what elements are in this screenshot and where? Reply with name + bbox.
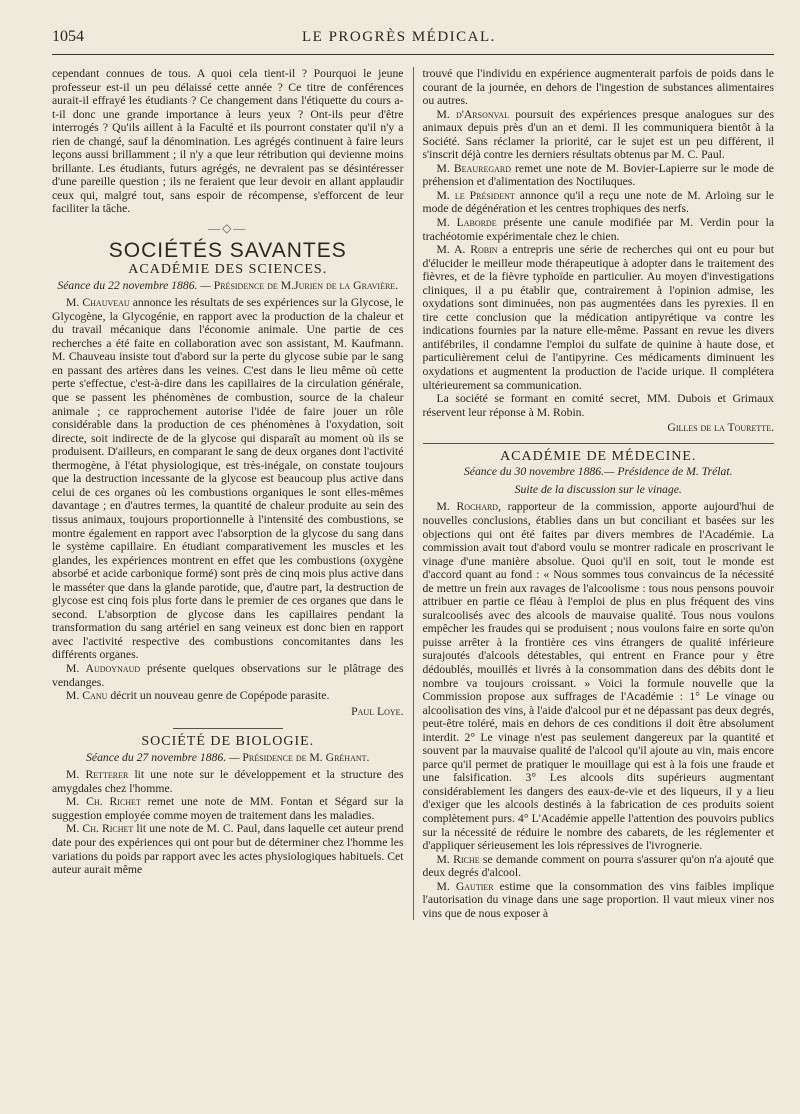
rochard-paragraph: [423, 500, 775, 852]
speaker-name: M. A. Robin: [436, 243, 498, 257]
paragraph-text: lit une note sur le développement et la structure des amygdales chez l'homme.: [52, 768, 404, 795]
paragraph-text: poursuit des expériences presque analogues sur des animaux depuis près d'un an et demi. Il les communiquera bientôt à la Société. Sans réclamer la priorité, car le sujet est un peu différent, il s'inscrit déjà contre les derniers résultats obtenus par M. C. Paul.: [422, 107, 774, 162]
beauregard-paragraph: [423, 162, 775, 189]
left-column: [52, 67, 413, 920]
paragraph-text: estime que la consommation des vins faibles implique l'autorisation du vinage dans une sage proportion. Il vaut mieux viner nos vins que de nous exposer à: [422, 879, 775, 920]
paragraph-text: se demande comment on pourra s'assurer qu'on n'a ajouté que deux degrés d'alcool.: [422, 852, 774, 880]
academie-sciences-title: ACADÉMIE DES SCIENCES.: [128, 262, 328, 278]
paragraph-text: a entrepris une série de recherches qui ont eu pour but d'élucider le meilleur mode thérapeutique à adopter dans le traitement des fièvres, et de la fièvre typhoïde en particulier. Au moyen d'investigations cliniques, il a pu établir que, contrairement à l'opinion admise, les oxydations sont diminuées, non pas augmentées dans les pyrexies. Il en tire cette conclusion que la médication antipyrétique va contre les indications fournies par la nature elle-même. Passant en revue les divers antifébriles, il condamne l'emploi du sulfate de quinine à haute dose, et particulièrement celui de l'antipyrine. Ces médicaments diminuent les oxydations et augmentent la production de l'acide urique. Il complétera ultérieurement sa communication.: [422, 243, 774, 392]
president-paragraph: [423, 189, 775, 216]
speaker-name: M. Beauregard: [436, 161, 511, 175]
gautier-paragraph: [423, 880, 775, 921]
paragraph-text: remet une note de MM. Fontan et Ségard sur la suggestion employée comme moyen de traitement dans les maladies.: [52, 795, 404, 822]
richet-paragraph-2: [52, 822, 404, 876]
speaker-name: M. Audoynaud: [66, 661, 141, 675]
seance-date: Séance du 27 novembre 1886. —: [86, 750, 240, 764]
page-header: [52, 28, 774, 55]
divider: [423, 443, 775, 444]
retterer-paragraph: [52, 768, 404, 795]
section-title: SOCIÉTÉS SAVANTES: [108, 238, 347, 262]
paragraph-text: , rapporteur de la commission, apporte aujourd'hui de nouvelles conclusions, établies dans un but conciliant et basées sur les objections qui ont été faites par divers membres de l'Académie. La commission avait tout d'abord voulu se montrer radicale en proscrivant le vinage d'une manière absolue. Quoi qu'il en soit, tout le monde est d'accord quant au fond : « Nous sommes tous convaincus de la nécessité de mettre un frein aux ravages de l'alcoolisme : tous nous pensons pouvoir attribuer en partie ce fléau à l'emploi de plus en plus fréquent des vins suralcoolisés avec des alcools de mauvaise qualité. Tous nous voulons empêcher les fraudes qui se produisent ; nous voulons faire en sorte qu'on puisse arrêter à la frontière ces vins étrangers de qualité inférieure surajoutés d'alcools détestables, qui entrent en France pour y être dédoublés, mouillés et livrés à la consommation dans des débits dont le nombre va toujours croissant. » Voici la formule nouvelle que la Commission propose aux suffrages de l'Académie : 1° Le vinage ou alcoolisation des vins, à l'aide d'alcool pur et ne dépassant pas deux degrés, peut-être toléré, mais en dehors de ces conditions il doit être absolument interdit. 2° Le vinage n'est pas seulement dangereux par la quantité et souvent par la mauvaise qualité de l'alcool qu'il ajoute au vin, mais encore parce qu'il permet de pratiquer le mouillage qui est à la fois une fraude et une falsification. 3° Les alcools dits supérieurs augmentant considérablement les dangers des eaux-de-vie et des liqueurs, il y a lieu d'exiger que les alcools destinés à la fabrication de ces produits soient complètement purs. 4° L'Académie appelle l'attention des pouvoirs publics sur la nécessité de réduire le nombre des cabarets, de les réglementer et d'appliquer sérieusement les lois répressives de l'ivrognerie.: [422, 500, 774, 853]
chauveau-paragraph: [52, 296, 404, 662]
riche-paragraph: [423, 853, 775, 880]
two-column-body: [52, 67, 774, 920]
intro-paragraph: cependant connues de tous. A quoi cela tient-il ? Pourquoi le jeune professeur est-il un peu délaissé cette année ? Ce titre de conférences aurait-il effrayé les étudiants ? Ce changement dans l'étiquette du cours a-t-il donc une grande importance à leurs yeux ? Ont-ils peur d'être interrogés ? Qu'ils aillent à la Faculté et ils pourront constater qu'il n'y a rien de changé, sauf la dénomination. Les agrégés continuent à faire leurs leçons aussi brillamment ; il n'y a que leur rétribution qui devienne moins brillante. Les étudiants, futurs agrégés, ne devraient pas se désintéresser d'une pareille question ; ils ne feraient que leur devoir en allant applaudir ceux qui, malgré tout, sans espoir de récompense, s'efforcent de leur faciliter la tâche.: [52, 67, 404, 216]
signature: Paul Loye.: [351, 704, 404, 718]
subtitle-text: Suite de la discussion sur le vinage.: [514, 482, 682, 496]
paragraph-text: présente quelques observations sur le plâtrage des vendanges.: [52, 661, 404, 689]
speaker-name: M. Canu: [66, 689, 108, 703]
ornament-divider: —◇—: [208, 221, 248, 236]
biologie-seance: [52, 751, 404, 765]
speaker-name: M. Ch. Richet: [66, 822, 134, 836]
paragraph-text: présente une canule modifiée par M. Verdin pour la trachéotomie expérimentale chez le chien.: [422, 216, 775, 243]
page-number: 1054: [52, 28, 84, 45]
comite-paragraph: La société se formant en comité secret, MM. Dubois et Grimaux réservent leur réponse à M. Robin.: [422, 392, 774, 419]
academie-sciences-seance: [52, 279, 404, 293]
speaker-name: M. le Président: [436, 188, 515, 202]
presidence: Présidence de M. Gréhant.: [242, 750, 370, 764]
paragraph-text: annonce qu'il a reçu une note de M. Arloing sur le mode de dégénération et les centres trophiques des nerfs.: [422, 188, 774, 216]
seance-date: Séance du 22 novembre 1886. —: [57, 278, 211, 292]
paragraph-text: décrit un nouveau genre de Copépode parasite.: [107, 689, 330, 703]
speaker-name: M. Gautier: [436, 879, 494, 893]
journal-title: LE PROGRÈS MÉDICAL.: [302, 29, 496, 45]
paragraph-text: lit une note de M. C. Paul, dans laquelle cet auteur prend date pour des expériences qui ont pour but de déterminer chez l'homme les variations du poids par rapport avec les actes physiologiques habituels. Cet auteur aurait même: [52, 822, 404, 877]
arsonval-paragraph: [423, 108, 775, 162]
speaker-name: M. d'Arsonval: [436, 107, 510, 121]
discussion-subtitle: [423, 483, 775, 497]
continued-paragraph: trouvé que l'individu en expérience augmenterait parfois de poids dans le courant de la journée, en dehors de l'ingestion de substances alimentaires ou autres.: [422, 67, 774, 108]
speaker-name: M. Rochard: [436, 500, 499, 514]
robin-paragraph: [423, 243, 775, 392]
speaker-name: M. Laborde: [436, 216, 497, 230]
speaker-name: M. Riche: [436, 852, 480, 866]
richet-paragraph-1: [52, 795, 404, 822]
paragraph-text: remet une note de M. Bovier-Lapierre sur le mode de préhension et d'alimentation des Noctiluques.: [422, 161, 774, 189]
academie-medecine-seance: [423, 465, 775, 479]
speaker-name: M. Ch. Richet: [66, 795, 141, 809]
seance-date: Séance du 30 novembre 1886.— Présidence de M. Trélat.: [463, 465, 733, 479]
audoynaud-paragraph: [52, 662, 404, 689]
speaker-name: M. Chauveau: [66, 296, 130, 310]
speaker-name: M. Retterer: [66, 768, 129, 782]
academie-medecine-title: ACADÉMIE DE MÉDECINE.: [500, 448, 697, 464]
biologie-title: SOCIÉTÉ DE BIOLOGIE.: [141, 734, 315, 750]
laborde-paragraph: [423, 216, 775, 243]
right-column: [413, 67, 775, 920]
presidence: Présidence de M.Jurien de la Gravière.: [213, 278, 399, 292]
paragraph-text: annonce les résultats de ses expériences sur la Glycose, le Glycogène, la Glycogénie, en rapport avec la production de la chaleur et du travail mécanique dans l'économie animale. Une partie de ces recherches a été faite en collaboration avec son assistant, M. Kaufmann. M. Chauveau insiste tout d'abord sur la perte du glycose subie par le sang en passant des artères dans les veines. C'est dans le lieu même où cette perte s'effectue, c'est-à-dire dans les capillaires de la circulation générale, que se passent les phénomènes de combustion, source de la chaleur animale ; ce rapprochement autorise l'idée de faire jouer un rôle considérable dans la production de ces phénomènes à l'oxydation, soit directe, soit indirecte de de la glycose qui disparaît au moment où ils se produisent. D'ailleurs, en comparant le sang de deux organes dont l'activité thermogène, à l'état physiologique, est très-inégale, on constate toujours que la destruction incessante de la glycose est beaucoup plus active dans celui de ces organes où les combustions organiques le sont elles-mêmes davantage ; en d'autres termes, la quantité de chaleur produite au sein des tissus animaux, toujours proportionnelle à l'intensité des combustions, se montre également en rapport avec l'absorption de la glycose du sang dans le système capillaire. En étudiant comparativement les muscles et les glandes, les expériences montrent en effet que les combustions (oxygène absorbé et acide carbonique formé) sont près de cinq mois plus active dans le masséter que dans la glande parotide, que, d'autre part, la destruction de glycose est cinq fois plus forte dans le premier de ces organes que dans le second. L'absorption de glycose dans les capillaires pendant la transformation du sang artériel en sang veineux est donc bien en rapport avec l'activité respective des combustions concomitantes dans les différents organes.: [52, 296, 404, 662]
divider: [173, 728, 283, 729]
canu-paragraph: [52, 689, 404, 703]
signature: Gilles de la Tourette.: [667, 421, 774, 435]
